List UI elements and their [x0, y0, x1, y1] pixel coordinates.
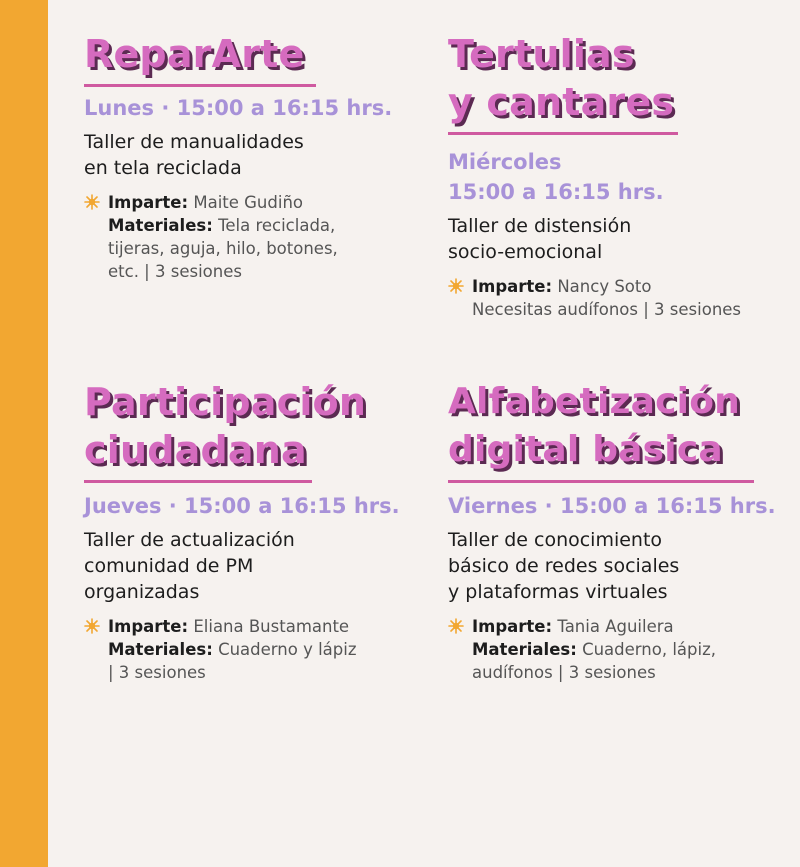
instructor-name: Eliana Bustamante	[193, 617, 350, 636]
imparte-label: Imparte:	[108, 617, 189, 636]
title-underline	[448, 132, 678, 135]
schedule-text: Miércoles 15:00 a 16:15 hrs.	[448, 150, 664, 204]
workshop-title: Alfabetización digital básica	[448, 381, 740, 470]
title-underline	[84, 84, 316, 87]
schedule-text: Lunes · 15:00 a 16:15 hrs.	[84, 96, 393, 120]
sun-bullet-icon	[84, 194, 100, 210]
workshop-title: ReparArte	[84, 32, 305, 76]
workshop-details: Imparte: Eliana Bustamante Materiales: Cuaderno y lápiz | 3 sesiones	[84, 615, 424, 684]
workshop-card-participacion	[84, 378, 424, 684]
imparte-label: Imparte:	[472, 617, 553, 636]
sun-bullet-icon	[84, 618, 100, 634]
workshop-title: Participación ciudadana	[84, 380, 367, 472]
schedule-text: Viernes · 15:00 a 16:15 hrs.	[448, 494, 776, 518]
imparte-label: Imparte:	[108, 193, 189, 212]
workshop-card-tertulias	[448, 30, 793, 321]
instructor-name: Tania Aguilera	[557, 617, 674, 636]
workshop-details: Imparte: Maite Gudiño Materiales: Tela reciclada, tijeras, aguja, hilo, botones, etc. | 3 sesiones	[84, 191, 414, 283]
left-accent-stripe	[0, 0, 48, 867]
title-underline	[84, 480, 312, 483]
instructor-name: Maite Gudiño	[193, 193, 303, 212]
materiales-label: Materiales:	[108, 640, 213, 659]
sun-bullet-icon	[448, 278, 464, 294]
materiales-label: Materiales:	[108, 216, 213, 235]
sun-bullet-icon	[448, 618, 464, 634]
workshop-description: Taller de distensión socio-emocional	[448, 215, 632, 263]
workshop-description: Taller de actualización comunidad de PM organizadas	[84, 529, 295, 603]
workshop-description: Taller de manualidades en tela reciclada	[84, 131, 304, 179]
title-underline	[448, 480, 754, 483]
workshop-card-reparte	[84, 30, 414, 283]
workshop-details: Imparte: Nancy Soto Necesitas audífonos | 3 sesiones	[448, 275, 793, 321]
workshop-title: Tertulias y cantares	[448, 32, 675, 124]
schedule-text: Jueves · 15:00 a 16:15 hrs.	[84, 494, 400, 518]
workshop-card-alfabetizacion	[448, 378, 793, 684]
workshop-description: Taller de conocimiento básico de redes sociales y plataformas virtuales	[448, 529, 680, 603]
instructor-name: Nancy Soto	[557, 277, 652, 296]
materiales-label: Materiales:	[472, 640, 577, 659]
workshop-details: Imparte: Tania Aguilera Materiales: Cuaderno, lápiz, audífonos | 3 sesiones	[448, 615, 793, 684]
imparte-label: Imparte:	[472, 277, 553, 296]
